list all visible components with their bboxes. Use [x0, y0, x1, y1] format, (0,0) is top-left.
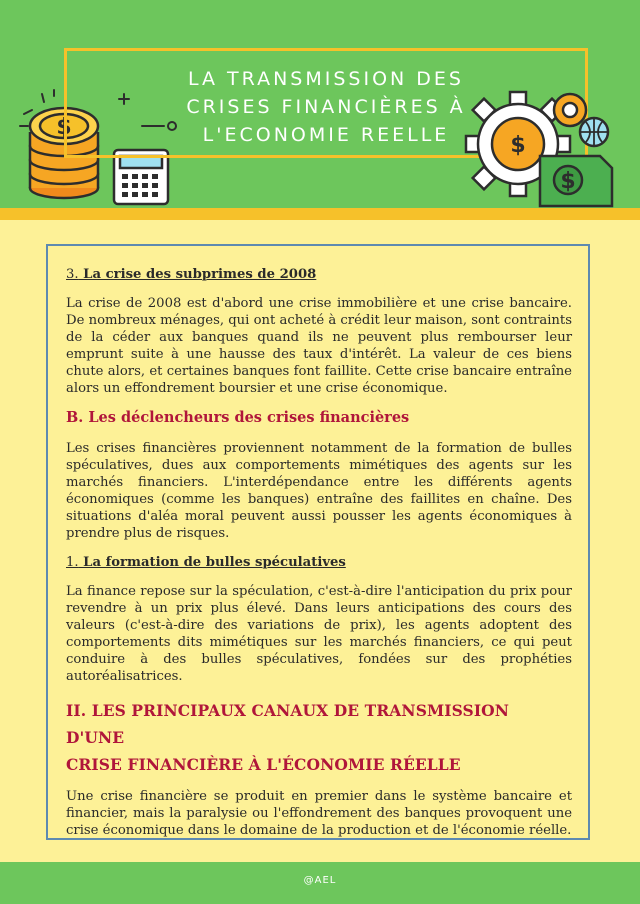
bubbles-heading-text: La formation de bulles spéculatives — [78, 555, 346, 570]
header-stripe — [0, 208, 640, 220]
svg-text:$: $ — [56, 115, 72, 140]
gear-icon — [462, 88, 632, 208]
bubbles-heading — [66, 554, 572, 571]
footer-bar — [0, 862, 640, 904]
svg-text:$: $ — [560, 169, 576, 194]
subprime-heading — [66, 266, 572, 283]
section-ii-paragraph: Une crise financière se produit en premier dans le système bancaire et financier, mais la paralysie ou l'effondrement des banques provoquent une crise économique dans le domaine de la production et de l'économie réelle. — [66, 789, 572, 838]
header-banner — [0, 0, 640, 208]
footer-credit: @AEL — [303, 875, 337, 886]
bubbles-paragraph: La finance repose sur la spéculation, c'est-à-dire l'anticipation du prix pour revendre à un prix plus élevé. Dans leurs anticipations des cours des valeurs (c'est-à-dire des variations de prix), les agents adoptent des comportements dits mimétiques sur les marchés financiers, ce qui peut conduire à des bulles spéculatives, fondées sur des prophéties autoréalisatrices. — [66, 584, 572, 684]
subprime-paragraph: La crise de 2008 est d'abord une crise immobilière et une crise bancaire. De nombreux ménages, qui ont acheté à crédit leur maison, sont contraints de la céder aux banques quand ils ne peuvent plus rembourser leur emprunt suite à une hausse des taux d'intérêt. La valeur de ces biens chute alors, et certaines banques font faillite. Cette crise bancaire entraîne alors un effondrement boursier et une crise économique. — [66, 296, 572, 396]
subprime-heading-number: 3. — [66, 267, 79, 282]
title-line-3: L'ECONOMIE REELLE — [202, 124, 450, 146]
content-panel — [46, 244, 590, 840]
section-ii-heading — [66, 697, 572, 778]
title-line-1: LA TRANSMISSION DES — [188, 68, 464, 90]
subprime-heading-text: La crise des subprimes de 2008 — [78, 267, 317, 282]
bubbles-heading-number: 1. — [66, 555, 79, 570]
section-ii-heading-line-2: CRISE FINANCIÈRE À L'ÉCONOMIE RÉELLE — [66, 755, 461, 774]
section-b-paragraph: Les crises financières proviennent notamment de la formation de bulles spéculatives, dues aux comportements mimétiques des agents sur les marchés financiers. L'interdépendance entre les différents agents économiques (comme les banques) entraîne des faillites en chaîne. Des situations d'aléa moral peuvent aussi pousser les agents économiques à prendre plus de risques. — [66, 441, 572, 541]
section-b-heading: B. Les déclencheurs des crises financières — [66, 409, 410, 426]
svg-text:$: $ — [510, 133, 526, 158]
title-line-2: CRISES FINANCIÈRES À — [186, 96, 466, 118]
section-ii-heading-line-1: II. LES PRINCIPAUX CANAUX DE TRANSMISSION D'UNE — [66, 701, 510, 747]
